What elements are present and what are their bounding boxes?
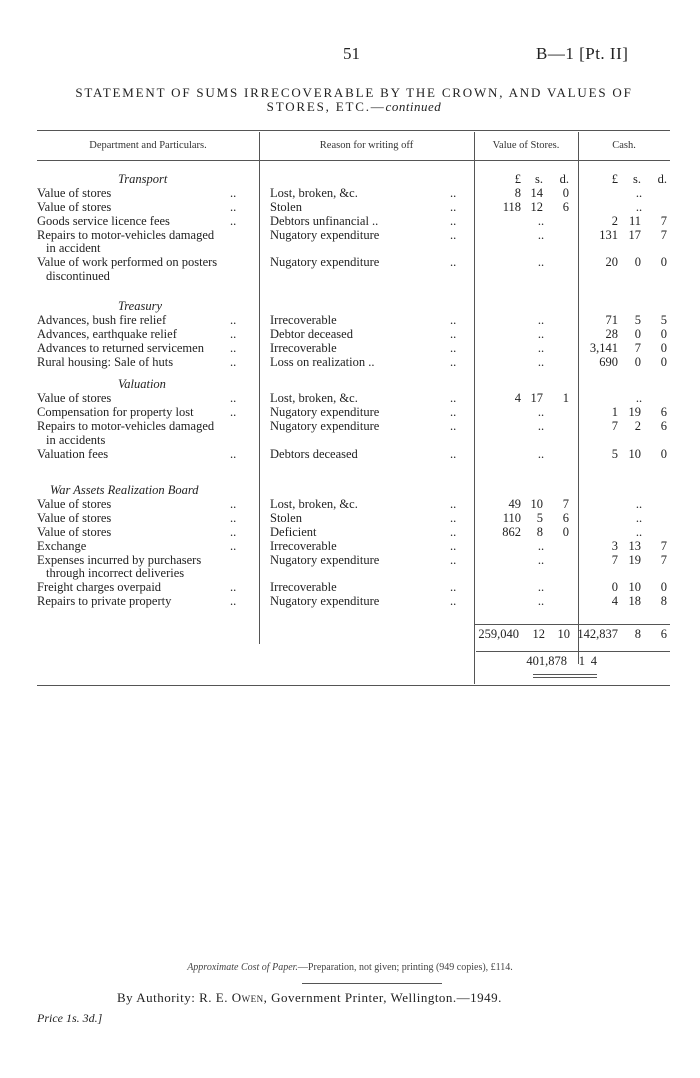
leader-dots: .. <box>450 552 457 567</box>
row-stores-nil: .. <box>537 594 545 609</box>
cost-of-paper-note <box>0 962 700 973</box>
row-reason: Lost, broken, &c. <box>270 390 358 405</box>
col-divider-2 <box>474 132 475 684</box>
stores-unit-heading-pence: d. <box>559 172 569 186</box>
row-cash-shillings: 0 <box>634 326 641 341</box>
document-reference: B—1 [Pt. II] <box>536 44 629 63</box>
row-cash-pounds: 4 <box>611 594 618 609</box>
row-reason: Nugatory expenditure <box>270 594 380 609</box>
title-continued: continued <box>385 99 442 114</box>
row-reason: Irrecoverable <box>270 580 337 595</box>
authority-name: R. E. Owen, <box>199 990 268 1005</box>
cash-unit-heading-shillings: s. <box>633 172 641 186</box>
row-particulars: Value of stores <box>37 185 112 200</box>
leader-dots: .. <box>450 326 457 341</box>
row-cash-shillings: 17 <box>628 227 641 242</box>
total-cash-shillings: 8 <box>634 627 641 641</box>
row-cash-pounds: 0 <box>611 580 618 595</box>
row-stores-pence: 6 <box>562 199 569 214</box>
leader-dots: .. <box>450 496 457 511</box>
row-particulars: Repairs to motor-vehicles damaged <box>37 227 215 242</box>
col-divider-1 <box>259 132 260 644</box>
row-particulars: through incorrect deliveries <box>46 566 185 581</box>
leader-dots: .. <box>450 213 457 228</box>
row-reason: Nugatory expenditure <box>270 552 380 567</box>
page-number: 51 <box>343 44 360 63</box>
row-reason: Loss on realization .. <box>270 354 375 369</box>
leader-dots: .. <box>230 510 237 525</box>
authority-prefix: By Authority: <box>117 990 196 1005</box>
row-cash-pounds: 7 <box>611 552 618 567</box>
row-stores-pence: 0 <box>562 185 569 200</box>
total-stores-pence: 10 <box>557 627 570 641</box>
leader-dots: .. <box>450 390 457 405</box>
total-stores-pounds: 259,040 <box>478 627 519 641</box>
leader-dots: .. <box>450 510 457 525</box>
stores-unit-heading-shillings: s. <box>535 172 543 186</box>
row-stores-nil: .. <box>537 227 545 242</box>
row-cash-pounds: 5 <box>611 446 618 461</box>
row-stores-pence: 7 <box>562 496 569 511</box>
leader-dots: .. <box>450 227 457 242</box>
row-cash-pounds: 131 <box>599 227 618 242</box>
row-particulars: Repairs to motor-vehicles damaged <box>37 418 215 433</box>
row-stores-nil: .. <box>537 552 545 567</box>
row-stores-shillings: 14 <box>530 185 543 200</box>
row-reason: Lost, broken, &c. <box>270 496 358 511</box>
row-cash-shillings: 11 <box>628 213 641 228</box>
leader-dots: .. <box>230 446 237 461</box>
col-header-stores: Value of Stores. <box>492 140 560 151</box>
row-cash-pence: 0 <box>660 326 667 341</box>
row-cash-shillings: 13 <box>628 538 641 553</box>
authority-line <box>117 990 502 1006</box>
section-title: Transport <box>118 172 168 186</box>
row-cash-pence: 0 <box>660 255 667 270</box>
row-cash-pounds: 3 <box>611 538 618 553</box>
row-cash-shillings: 2 <box>634 418 641 433</box>
row-stores-shillings: 8 <box>536 524 543 539</box>
leader-dots: .. <box>230 213 237 228</box>
row-stores-shillings: 10 <box>530 496 543 511</box>
leader-dots: .. <box>230 404 237 419</box>
row-particulars: Value of stores <box>37 510 112 525</box>
leader-dots: .. <box>230 524 237 539</box>
leader-dots: .. <box>450 404 457 419</box>
table-top-rule <box>37 130 670 131</box>
stores-unit-heading-pounds: £ <box>514 172 521 186</box>
row-cash-pence: 7 <box>660 552 667 567</box>
row-cash-shillings: 0 <box>634 255 641 270</box>
row-reason: Debtor deceased <box>270 326 353 341</box>
section-title: Valuation <box>118 377 166 391</box>
row-particulars: in accidents <box>46 432 106 447</box>
cash-unit-heading-pence: d. <box>657 172 667 186</box>
row-cash-nil: .. <box>635 185 643 200</box>
leader-dots: .. <box>450 524 457 539</box>
row-reason: Nugatory expenditure <box>270 255 380 270</box>
row-stores-pence: 0 <box>562 524 569 539</box>
row-cash-pounds: 71 <box>605 312 618 327</box>
row-cash-pounds: 1 <box>611 404 618 419</box>
row-reason: Debtors unfinancial .. <box>270 213 379 228</box>
leader-dots: .. <box>450 340 457 355</box>
leader-dots: .. <box>230 340 237 355</box>
row-particulars: Expenses incurred by purchasers <box>37 552 202 567</box>
leader-dots: .. <box>450 199 457 214</box>
row-cash-pence: 7 <box>660 227 667 242</box>
row-reason: Irrecoverable <box>270 340 337 355</box>
leader-dots: .. <box>230 199 237 214</box>
total-stores-shillings: 12 <box>532 627 545 641</box>
leader-dots: .. <box>230 390 237 405</box>
leader-dots: .. <box>230 580 237 595</box>
row-particulars: Value of stores <box>37 496 112 511</box>
row-stores-nil: .. <box>537 404 545 419</box>
grand-total-shillings: 1 <box>578 654 585 668</box>
row-stores-nil: .. <box>537 446 545 461</box>
row-cash-shillings: 18 <box>628 594 641 609</box>
cost-label: Approximate Cost of Paper. <box>187 962 298 973</box>
total-rule <box>476 651 670 652</box>
row-cash-pounds: 28 <box>605 326 618 341</box>
total-cash-pounds: 142,837 <box>577 627 618 641</box>
leader-dots: .. <box>230 185 237 200</box>
leader-dots: .. <box>450 354 457 369</box>
grand-total-rule-2 <box>533 677 597 678</box>
row-cash-shillings: 0 <box>634 354 641 369</box>
row-particulars: Value of stores <box>37 390 112 405</box>
row-stores-pounds: 8 <box>514 185 521 200</box>
leader-dots: .. <box>450 580 457 595</box>
row-stores-nil: .. <box>537 354 545 369</box>
row-cash-pence: 0 <box>660 580 667 595</box>
leader-dots: .. <box>450 185 457 200</box>
row-particulars: Advances to returned servicemen <box>37 340 204 355</box>
row-cash-shillings: 10 <box>628 446 641 461</box>
row-cash-pence: 0 <box>660 354 667 369</box>
grand-total-pounds: 401,878 <box>526 654 567 668</box>
row-particulars: Exchange <box>37 538 87 553</box>
subtotal-rule <box>474 624 670 625</box>
row-stores-pounds: 49 <box>508 496 521 511</box>
row-cash-shillings: 19 <box>628 552 641 567</box>
grand-total-rule-1 <box>533 674 597 675</box>
row-cash-pounds: 690 <box>599 354 618 369</box>
row-cash-shillings: 10 <box>628 580 641 595</box>
leader-dots: .. <box>450 255 457 270</box>
row-cash-pounds: 2 <box>611 213 618 228</box>
row-stores-nil: .. <box>537 255 545 270</box>
row-cash-nil: .. <box>635 524 643 539</box>
row-stores-nil: .. <box>537 340 545 355</box>
row-cash-pence: 0 <box>660 340 667 355</box>
leader-dots: .. <box>450 538 457 553</box>
row-stores-shillings: 12 <box>530 199 543 214</box>
row-cash-nil: .. <box>635 199 643 214</box>
row-reason: Stolen <box>270 510 302 525</box>
row-cash-pence: 7 <box>660 213 667 228</box>
row-cash-pounds: 7 <box>611 418 618 433</box>
row-reason: Stolen <box>270 199 302 214</box>
row-cash-pence: 6 <box>660 418 667 433</box>
row-stores-pence: 1 <box>562 390 569 405</box>
header-bottom-rule <box>37 160 670 161</box>
row-cash-pence: 6 <box>660 404 667 419</box>
cash-unit-heading-pounds: £ <box>611 172 618 186</box>
row-reason: Irrecoverable <box>270 312 337 327</box>
row-cash-nil: .. <box>635 510 643 525</box>
row-cash-shillings: 19 <box>628 404 641 419</box>
row-particulars: in accident <box>46 241 101 256</box>
leader-dots: .. <box>230 496 237 511</box>
cost-text: —Preparation, not given; printing (949 copies), £114. <box>297 962 513 973</box>
row-stores-shillings: 17 <box>530 390 543 405</box>
total-cash-pence: 6 <box>660 627 667 641</box>
row-stores-pounds: 118 <box>502 199 521 214</box>
row-particulars: Value of stores <box>37 524 112 539</box>
row-stores-nil: .. <box>537 538 545 553</box>
row-reason: Nugatory expenditure <box>270 404 380 419</box>
leader-dots: .. <box>450 312 457 327</box>
row-stores-pence: 6 <box>562 510 569 525</box>
row-stores-pounds: 110 <box>502 510 521 525</box>
row-reason: Debtors deceased <box>270 446 358 461</box>
leader-dots: .. <box>450 446 457 461</box>
row-stores-nil: .. <box>537 326 545 341</box>
row-cash-pounds: 3,141 <box>589 340 618 355</box>
row-cash-pence: 8 <box>660 594 667 609</box>
row-particulars: Compensation for property lost <box>37 404 194 419</box>
leader-dots: .. <box>230 538 237 553</box>
col-header-particulars: Department and Particulars. <box>89 140 207 151</box>
leader-dots: .. <box>230 312 237 327</box>
leader-dots: .. <box>450 418 457 433</box>
row-stores-nil: .. <box>537 213 545 228</box>
row-reason: Deficient <box>270 524 317 539</box>
col-header-reason: Reason for writing off <box>319 140 414 151</box>
title-line-2-text: STORES, ETC.— <box>266 99 386 114</box>
row-particulars: Rural housing: Sale of huts <box>37 354 174 369</box>
footer-rule <box>302 983 442 984</box>
row-cash-shillings: 7 <box>634 340 641 355</box>
row-reason: Lost, broken, &c. <box>270 185 358 200</box>
section-title: Treasury <box>118 299 162 313</box>
row-reason: Irrecoverable <box>270 538 337 553</box>
price-note: Price 1s. 3d.] <box>37 1011 103 1025</box>
row-stores-pounds: 4 <box>514 390 521 405</box>
row-particulars: Value of work performed on posters <box>37 255 218 270</box>
row-cash-pence: 7 <box>660 538 667 553</box>
row-stores-shillings: 5 <box>536 510 543 525</box>
leader-dots: .. <box>230 594 237 609</box>
row-cash-pence: 0 <box>660 446 667 461</box>
authority-suffix: Government Printer, Wellington.—1949. <box>271 990 502 1005</box>
row-particulars: Valuation fees <box>37 446 109 461</box>
row-stores-nil: .. <box>537 418 545 433</box>
row-particulars: Goods service licence fees <box>37 213 170 228</box>
leader-dots: .. <box>230 354 237 369</box>
row-cash-shillings: 5 <box>634 312 641 327</box>
row-stores-nil: .. <box>537 312 545 327</box>
leader-dots: .. <box>230 326 237 341</box>
title-line-2 <box>34 100 674 114</box>
row-particulars: Advances, earthquake relief <box>37 326 177 341</box>
leader-dots: .. <box>450 594 457 609</box>
row-reason: Nugatory expenditure <box>270 227 380 242</box>
grand-total-pence: 4 <box>590 654 597 668</box>
row-particulars: Value of stores <box>37 199 112 214</box>
statement-title <box>34 86 674 114</box>
row-stores-pounds: 862 <box>502 524 521 539</box>
row-particulars: Advances, bush fire relief <box>37 312 167 327</box>
row-cash-nil: .. <box>635 390 643 405</box>
row-cash-nil: .. <box>635 496 643 511</box>
row-stores-nil: .. <box>537 580 545 595</box>
row-cash-pence: 5 <box>660 312 667 327</box>
col-header-cash: Cash. <box>612 140 636 151</box>
row-cash-pounds: 20 <box>605 255 618 270</box>
row-particulars: discontinued <box>46 269 110 284</box>
row-particulars: Freight charges overpaid <box>37 580 162 595</box>
row-particulars: Repairs to private property <box>37 594 172 609</box>
title-line-1: STATEMENT OF SUMS IRRECOVERABLE BY THE CROWN, AND VALUES OF <box>75 85 633 100</box>
table-bottom-rule <box>37 685 670 686</box>
section-title: War Assets Realization Board <box>50 483 199 497</box>
row-reason: Nugatory expenditure <box>270 418 380 433</box>
